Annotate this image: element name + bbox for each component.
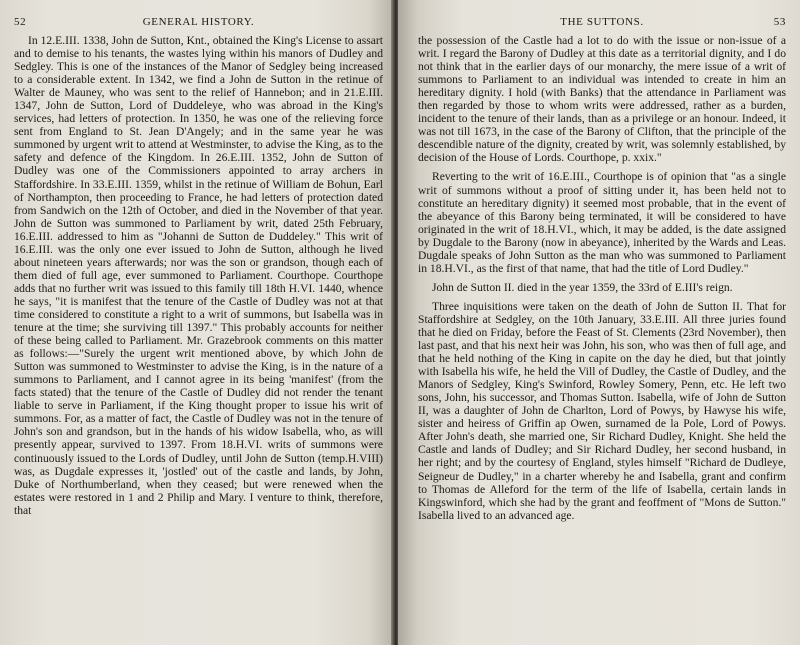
left-page-header xyxy=(14,14,383,34)
right-page xyxy=(398,0,800,645)
right-page-number: 53 xyxy=(773,16,786,28)
paragraph: Reverting to the writ of 16.E.III., Courthope is of opinion that "as a single writ of summons without a proof of sitting under it, has been held not to constitute an hereditary dignity) it seemed most probable, that in the event of the abeyance of this Barony being terminated, it will be considered to have originated in the writ of 18.H.VI., which, it may be added, is the date assigned by Dugdale to the Barony (now in abeyance), inherited by the Wards and Leas. Dugdale speaks of John Sutton as the man who was summoned to Parliament in 18.H.VI., as the first of that name, that had the title of Lord Dudley." xyxy=(418,170,786,275)
paragraph: the possession of the Castle had a lot to do with the issue or non-issue of a writ. I regard the Barony of Dudley at this date as a territorial dignity, and I do not think that in the earlier days of our monarchy, the mere issue of a writ of summons to Parliament to an individual was intended to create in him an hereditary dignity. I hold (with Banks) that the attendance in Parliament was then regarded by those to whom writs were addressed, rather as a burden, incident to the tenure of their lands, than as a privilege or an honour. Indeed, it was not till 1673, in the case of the Barony of Clifton, that the principle of the descendible nature of the dignity, created by writ, was solemnly established, by decision of the House of Lords. Courthope, p. xxix." xyxy=(418,34,786,165)
right-running-head: THE SUTTONS. xyxy=(560,16,644,28)
right-page-header xyxy=(418,14,786,34)
paragraph: John de Sutton II. died in the year 1359, the 33rd of E.III's reign. xyxy=(432,280,733,294)
left-page xyxy=(0,0,393,645)
right-page-body xyxy=(418,34,786,522)
left-page-number: 52 xyxy=(14,16,27,28)
left-running-head: GENERAL HISTORY. xyxy=(142,16,255,28)
left-page-body xyxy=(14,34,383,517)
paragraph: In 12.E.III. 1338, John de Sutton, Knt., obtained the King's License to assart and to demise to his tenants, the wastes lying within his manors of Dudley and Sedgley. This is one of the instances of the Manor of Sedgley being increased to a considerable extent. In 1342, we find a John de Sutton in the retinue of Walter de Mauney, who was sent to the relief of Hannebon; and in 21.E.III. 1347, John de Sutton, Lord of Duddeleye, who was abroad in the King's services, had letters of protection. In 1350, he was one of the relieving force sent from England to St. Jean D'Angely; and in the same year he was summoned by urgent writ to attend at Westminster, to advise the King, as to the safety and defence of the Kingdom. In 26.E.III. 1352, John de Sutton of Dudley was one of the Commissioners appointed to array archers in Staffordshire. In 33.E.III. 1359, whilst in the retinue of William de Bohun, Earl of Northampton, then proceeding to France, he had letters of protection dated from Sandwich on the 12th of October, and died in the November of that year. John de Sutton was summoned to Parliament by writ, dated 25th February, 16.E.III. addressed to him as "Johanni de Sutton de Duddeley." This writ of 16.E.III. was the only one ever issued to John de Sutton, although he lived about nineteen years afterwards; nor was the son or grandson, though each of them died of full age, ever summoned to Parliament. Courthope. Courthope adds that no further writ was issued to this family till 18th H.VI. 1440, whence he says, "it is manifest that the tenure of the Castle of Dudley was not at that time considered to constitute a right to a writ of summons, but Isabella was in tenure at the time; she surviving till 1397." This probably accounts for neither of these being called to Parliament. Mr. Grazebrook comments on this matter as follows:—"Surely the urgent writ mentioned above, by which John de Sutton was summoned to Westminster to advise the King, is in the nature of a summons to Parliament, and I cannot agree in its being 'manifest' (from the facts stated) that the tenure of the Castle of Dudley did not render the tenant liable to serve in Parliament, if the King thought proper to issue his writ of summons. For, as a matter of fact, the Castle of Dudley was not in the tenure of John's son and grandson, but in the hands of his widow Isabella, who, as will presently appear, survived to 1397. From 18.H.VI. writs of summons were continuously issued to the Lords of Dudley, until John de Sutton (temp.H.VIII) was, as Dugdale expresses it, 'jostled' out of the castle and lands, by John, Duke of Northumberland, when they ceased; but were renewed when the estates were restored in 1 and 2 Philip and Mary. I venture to think, therefore, that xyxy=(14,34,383,517)
paragraph: Three inquisitions were taken on the death of John de Sutton II. That for Staffordshire at Sedgley, on the 10th January, 33.E.III. All three juries found that he died on Friday, before the Feast of St. Clements (23rd November), then last past, and that his next heir was John, his son, who was then of full age, and that he held nothing of the King in capite on the day he died, but that jointly with Isabella his wife, he held the Vill of Dudley, the Castle of Dudley, and the Manors of Sedgley, King's Swinford, Rowley Somery, Penn, etc. He left two sons, John, his successor, and Thomas Sutton. Isabella, wife of John de Sutton II, was a daughter of John de Charlton, Lord of Powys, by Hawyse his wife, sister and heiress of Griffin ap Owen, surnamed de la Pole, Lord of Powys. After John's death, she married one, Sir Richard Dudley, Knight. She held the Castle and lands of Dudley; and Sir Richard Dudley, her second husband, in her right; and by the courtesy of England, styles himself "Richard de Dudleye, Seigneur de Dudley," in a charter whereby he and Isabella, grant and confirm to Thomas de Alleford for the term of the life of Isabella, certain lands in Kingswinford, which she had by the grant and feoffment of "Mons de Sutton." Isabella lived to an advanced age. xyxy=(418,299,786,522)
